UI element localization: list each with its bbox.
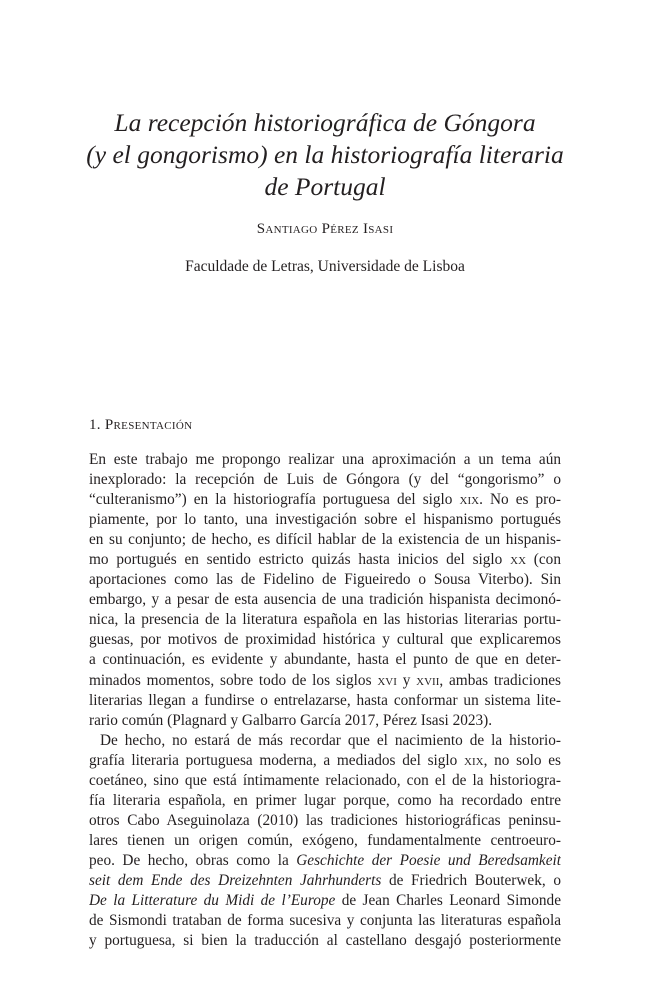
title-line: La recepción historiográfica de Góngora [114,108,536,137]
text-line: grafía literaria portuguesa moderna, a mediados del siglo xix, no solo es [89,751,561,769]
text-line: literarias llegan a fundirse o entrelazarse, hasta conformar un sistema lite- [89,691,561,709]
text-line: de Sismondi trataban de forma sucesiva y conjunta las literaturas española [89,912,561,930]
text-line [89,851,561,871]
text-line: coetáneo, sino que está íntimamente relacionado, con el de la historiogra- [89,771,561,789]
book-title: seit dem Ende des Dreizehnten Jahrhunderts [89,871,382,889]
text-run: de Friedrich Bouterwek, o [381,871,561,889]
body-text [89,450,561,951]
text-line: otros Cabo Aseguinolaza (2010) las tradiciones historiográficas peninsu- [89,811,561,829]
title-line: (y el gongorismo) en la historiografía literaria [86,140,564,169]
text-line: guesas, por motivos de proximidad histórica y cultural que explicaremos [89,631,561,649]
text-line: En este trabajo me propongo realizar una aproximación a un tema aún [89,451,561,468]
text-line: mo portugués en sentido estricto quizás hasta inicios del siglo xx (con [89,551,561,569]
text-line [89,871,561,891]
book-title: Geschichte der Poesie und Beredsamkeit [296,851,561,869]
text-line: rario común (Plagnard y Galbarro García 2017, Pérez Isasi 2023). [89,711,493,729]
text-line: nica, la presencia de la literatura española en las historias literarias portu- [89,611,561,629]
text-line: en su conjunto; de hecho, es difícil hablar de la existencia de un hispanis- [89,531,561,549]
text-line: a continuación, es evidente y abundante, hasta el punto de que en deter- [89,651,561,669]
title-line: de Portugal [264,172,386,201]
text-line: fía literaria española, en primer lugar porque, como ha recordado entre [89,791,561,809]
text-line: inexplorado: la recepción de Luis de Góngora (y del “gongorismo” o [89,471,561,489]
text-run: de Jean Charles Leonard Simonde [335,892,561,910]
book-title: De la Litterature du Midi de l’Europe [89,892,336,910]
author-affiliation: Faculdade de Letras, Universidade de Lisboa [185,258,465,275]
text-run: peo. De hecho, obras como la [89,851,297,869]
paragraph [89,450,561,731]
text-line: De hecho, no estará de más recordar que el nacimiento de la historio- [100,731,561,749]
text-line [89,891,561,911]
text-line: y portuguesa, si bien la traducción al castellano desgajó posteriormente [89,932,561,950]
paragraph [89,731,561,952]
text-line: lares tienen un origen común, exógeno, fundamentalmente centroeuro- [89,831,561,849]
text-line: aportaciones como las de Fidelino de Figueiredo o Sousa Viterbo). Sin [89,571,561,589]
text-line: piamente, por lo tanto, una investigación sobre el hispanismo portugués [89,511,561,529]
text-line: minados momentos, sobre todo de los siglos xvi y xvii, ambas tradiciones [89,671,561,689]
author-name: Santiago Pérez Isasi [256,221,394,237]
text-line: “culteranismo”) en la historiografía portuguesa del siglo xix. No es pro- [89,491,561,509]
text-line: embargo, y a pesar de esta ausencia de una tradición hispanista decimonó- [89,591,561,609]
section-heading: 1. Presentación [89,417,193,433]
article-title [60,107,590,203]
